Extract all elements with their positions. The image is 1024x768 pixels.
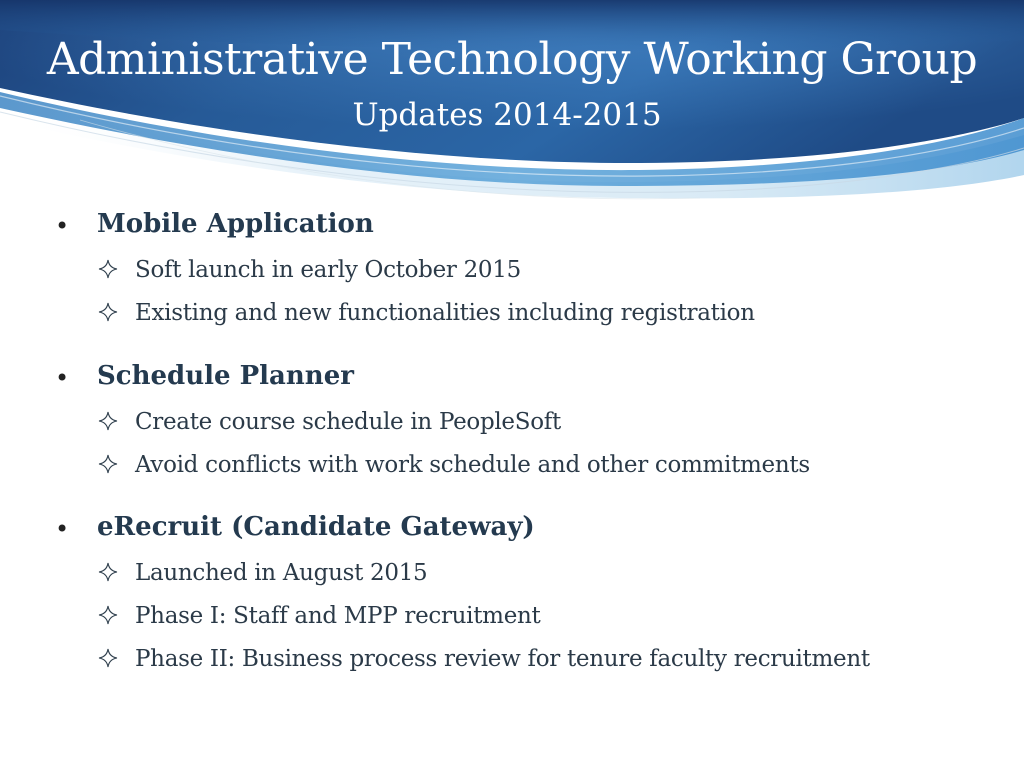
four-point-star-outline-icon xyxy=(98,259,118,279)
sub-bullet-text: Launched in August 2015 xyxy=(135,560,428,586)
sub-bullet-item xyxy=(0,256,1024,288)
four-point-star-outline-icon xyxy=(98,648,118,668)
sub-bullet-text: Avoid conflicts with work schedule and other commitments xyxy=(135,452,810,478)
four-point-star-outline-icon xyxy=(98,302,118,322)
sub-bullet-text: Phase II: Business process review for tenure faculty recruitment xyxy=(135,646,870,672)
sub-bullet-item xyxy=(0,408,1024,440)
sub-bullet-item xyxy=(0,602,1024,634)
four-point-star-outline-icon xyxy=(98,454,118,474)
bullet-dot: • xyxy=(55,515,70,543)
sub-bullet-text: Existing and new functionalities including registration xyxy=(135,300,755,326)
section-title: eRecruit (Candidate Gateway) xyxy=(97,512,535,542)
four-point-star-outline-icon xyxy=(98,562,118,582)
section-title: Mobile Application xyxy=(97,209,374,239)
four-point-star-outline-icon xyxy=(98,605,118,625)
sub-bullet-item xyxy=(0,645,1024,677)
bullet-dot: • xyxy=(55,364,70,392)
sub-bullet-item xyxy=(0,451,1024,483)
section-title: Schedule Planner xyxy=(97,361,354,391)
sub-bullet-text: Soft launch in early October 2015 xyxy=(135,257,521,283)
sub-bullet-text: Phase I: Staff and MPP recruitment xyxy=(135,603,541,629)
four-point-star-outline-icon xyxy=(98,411,118,431)
sub-bullet-item xyxy=(0,559,1024,591)
slide-subtitle: Updates 2014-2015 xyxy=(352,97,662,133)
slide-title: Administrative Technology Working Group xyxy=(46,34,978,85)
sub-bullet-item xyxy=(0,299,1024,331)
bullet-dot: • xyxy=(55,212,70,240)
sub-bullet-text: Create course schedule in PeopleSoft xyxy=(135,409,561,435)
